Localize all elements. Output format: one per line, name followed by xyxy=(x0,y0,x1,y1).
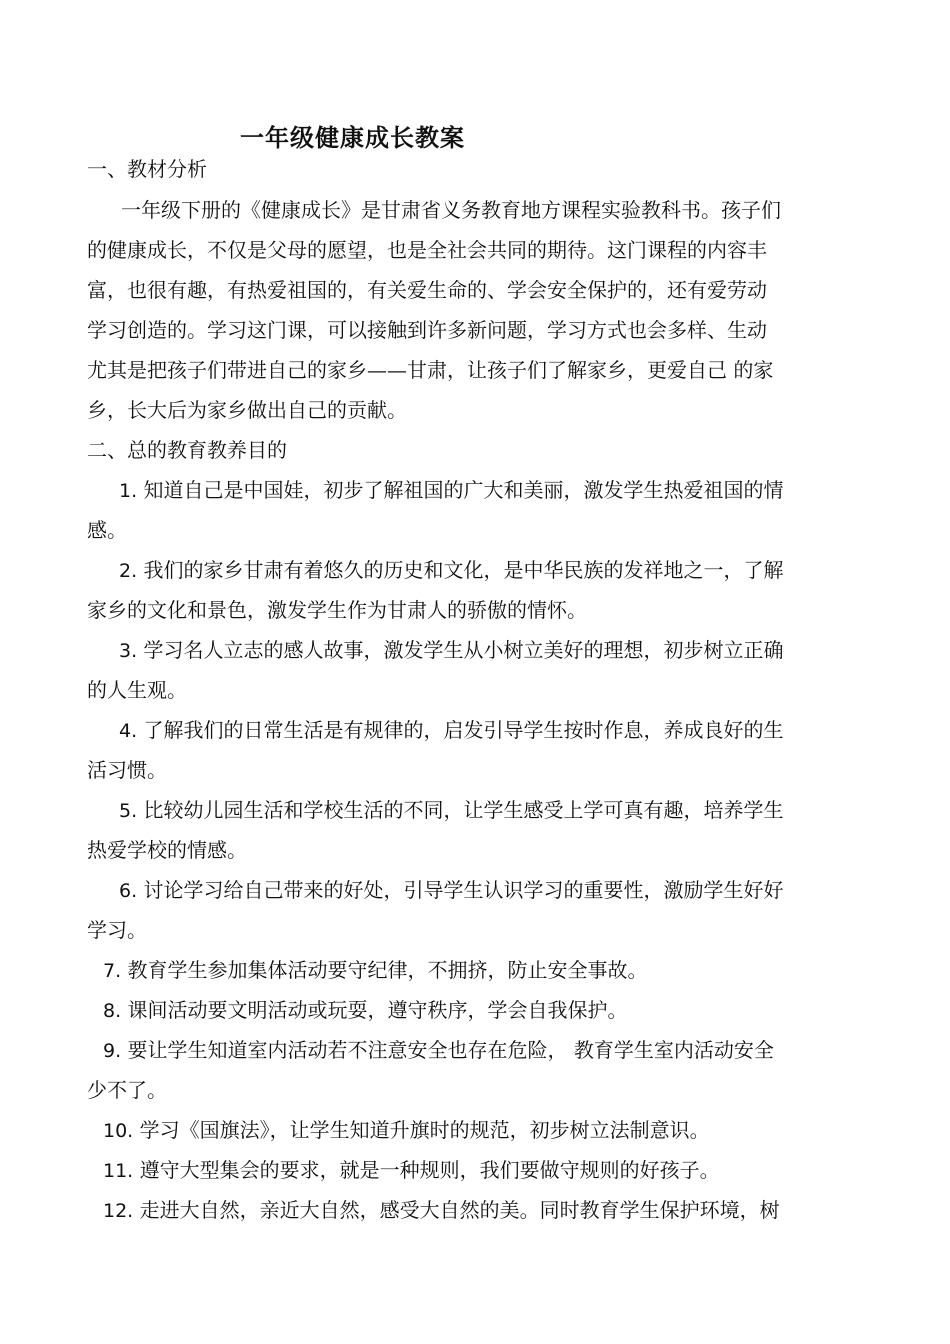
section-heading: 一、教材分析 xyxy=(87,157,207,181)
item-text: 知道自己是中国娃，初步了解祖国的广大和美丽，激发学生热爱祖国的情 xyxy=(143,478,784,502)
paragraph-line: 尤其是把孩子们带进自己的家乡——甘肃，让孩子们了解家乡，更爱自己 的家 xyxy=(87,358,774,382)
list-item xyxy=(87,556,863,585)
item-continuation: 学习。 xyxy=(87,918,147,942)
list-item xyxy=(87,1036,863,1065)
section-heading: 二、总的教育教养目的 xyxy=(87,438,287,462)
item-number: 6. xyxy=(119,880,138,902)
list-item xyxy=(87,956,863,985)
item-continuation: 感。 xyxy=(87,518,127,542)
item-text: 讨论学习给自己带来的好处，引导学生认识学习的重要性，激励学生好好 xyxy=(143,878,784,902)
item-number: 9. xyxy=(103,1040,122,1062)
item-number: 7. xyxy=(103,960,122,982)
item-number: 12. xyxy=(103,1200,134,1222)
item-text: 教育学生参加集体活动要守纪律，不拥挤，防止安全事故。 xyxy=(127,958,648,982)
item-continuation: 活习惯。 xyxy=(87,758,167,782)
item-number: 5. xyxy=(119,800,138,822)
item-number: 1. xyxy=(119,480,138,502)
item-number: 4. xyxy=(119,720,138,742)
paragraph-line: 乡，长大后为家乡做出自己的贡献。 xyxy=(87,398,407,422)
item-text: 课间活动要文明活动或玩耍，遵守秩序，学会自我保护。 xyxy=(127,998,628,1022)
paragraph-line: 学习创造的。学习这门课，可以接触到许多新问题，学习方式也会多样、生动 xyxy=(87,318,767,342)
list-item xyxy=(87,876,863,905)
item-text: 我们的家乡甘肃有着悠久的历史和文化，是中华民族的发祥地之一，了解 xyxy=(143,558,784,582)
item-number: 3. xyxy=(119,640,138,662)
item-number: 8. xyxy=(103,1000,122,1022)
paragraph-line: 的健康成长，不仅是父母的愿望，也是全社会共同的期待。这门课程的内容丰 xyxy=(87,238,767,262)
item-text: 学习名人立志的感人故事，激发学生从小树立美好的理想，初步树立正确 xyxy=(143,638,784,662)
item-continuation: 热爱学校的情感。 xyxy=(87,838,247,862)
document-title: 一年级健康成长教案 xyxy=(240,124,465,152)
item-number: 2. xyxy=(119,560,138,582)
item-text: 遵守大型集会的要求，就是一种规则，我们要做守规则的好孩子。 xyxy=(139,1158,720,1182)
item-number: 10. xyxy=(103,1120,134,1142)
item-continuation: 的人生观。 xyxy=(87,678,187,702)
item-text: 走进大自然，亲近大自然，感受大自然的美。同时教育学生保护环境，树 xyxy=(139,1198,780,1222)
list-item xyxy=(87,1156,863,1185)
list-item xyxy=(87,1116,863,1145)
item-number: 11. xyxy=(103,1160,134,1182)
list-item xyxy=(87,1196,863,1225)
item-continuation: 少不了。 xyxy=(87,1078,167,1102)
paragraph-line: 富，也很有趣，有热爱祖国的，有关爱生命的、学会安全保护的，还有爱劳动 xyxy=(87,278,767,302)
item-text: 了解我们的日常生活是有规律的，启发引导学生按时作息，养成良好的生 xyxy=(143,718,784,742)
item-text: 比较幼儿园生活和学校生活的不同，让学生感受上学可真有趣，培养学生 xyxy=(143,798,784,822)
list-item xyxy=(87,996,863,1025)
list-item xyxy=(87,796,863,825)
list-item xyxy=(87,636,863,665)
paragraph-line: 一年级下册的《健康成长》是甘肃省义务教育地方课程实验教科书。孩子们 xyxy=(121,198,781,222)
item-text: 学习《国旗法》，让学生知道升旗时的规范，初步树立法制意识。 xyxy=(139,1118,710,1142)
list-item xyxy=(87,476,863,505)
item-text: 要让学生知道室内活动若不注意安全也存在危险， 教育学生室内活动安全 xyxy=(127,1038,774,1062)
item-continuation: 家乡的文化和景色，激发学生作为甘肃人的骄傲的情怀。 xyxy=(87,598,587,622)
list-item xyxy=(87,716,863,745)
